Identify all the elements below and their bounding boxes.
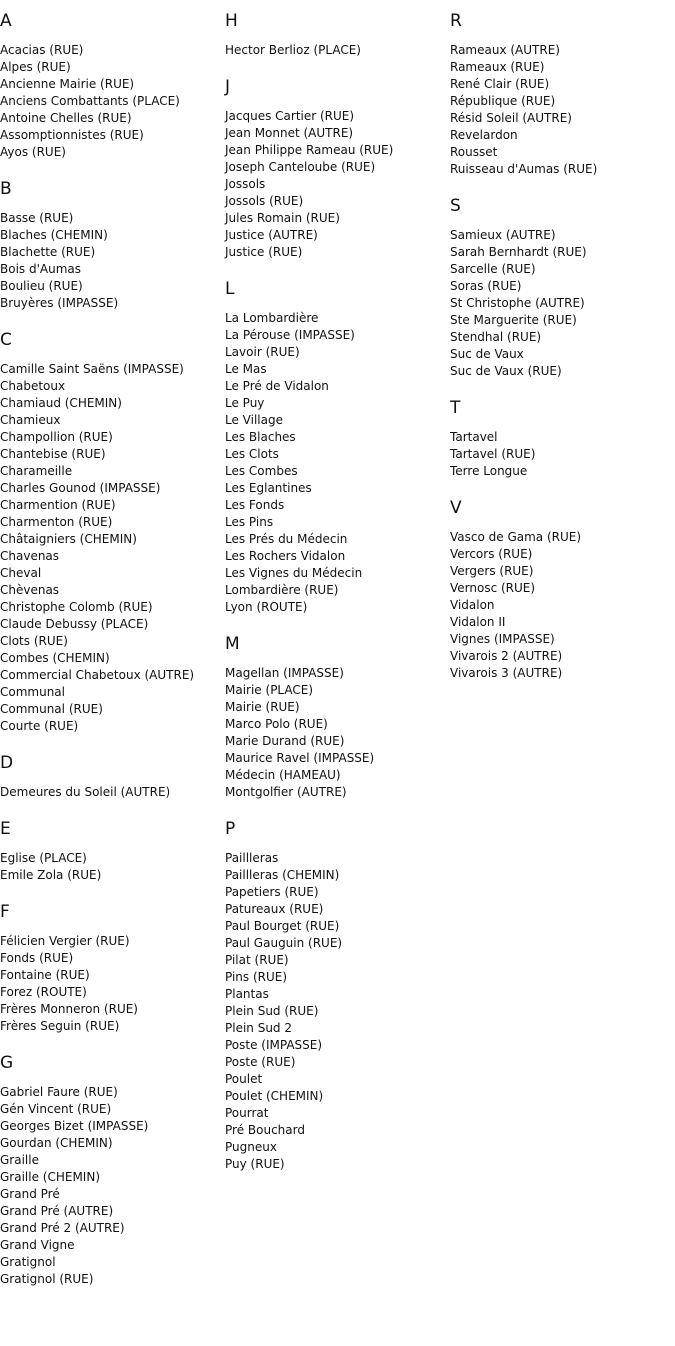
street-item: Jules Romain (RUE) bbox=[225, 211, 340, 225]
letter-heading: S bbox=[450, 196, 461, 216]
street-item: La Lombardière bbox=[225, 311, 319, 325]
street-item: Justice (AUTRE) bbox=[225, 228, 318, 242]
street-list bbox=[0, 933, 225, 1035]
letter-section bbox=[225, 278, 450, 616]
street-list bbox=[225, 850, 450, 1173]
street-item: Lombardière (RUE) bbox=[225, 583, 339, 597]
street-item: Emile Zola (RUE) bbox=[0, 868, 102, 882]
street-item: Chavenas bbox=[0, 549, 60, 563]
street-item: Ayos (RUE) bbox=[0, 145, 66, 159]
letter-section bbox=[450, 10, 675, 178]
street-item: Vignes (IMPASSE) bbox=[450, 632, 555, 646]
letter-section bbox=[0, 752, 225, 801]
street-item: Blachette (RUE) bbox=[0, 245, 96, 259]
street-item: Charles Gounod (IMPASSE) bbox=[0, 481, 161, 495]
street-list bbox=[225, 665, 450, 801]
street-item: Courte (RUE) bbox=[0, 719, 79, 733]
street-item: Gabriel Faure (RUE) bbox=[0, 1085, 118, 1099]
street-item: Clots (RUE) bbox=[0, 634, 68, 648]
street-item: Le Puy bbox=[225, 396, 265, 410]
street-item: Grand Pré 2 (AUTRE) bbox=[0, 1221, 125, 1235]
street-item: Suc de Vaux (RUE) bbox=[450, 364, 562, 378]
street-item: Vivarois 2 (AUTRE) bbox=[450, 649, 563, 663]
street-item: Résid Soleil (AUTRE) bbox=[450, 111, 572, 125]
street-item: Rameaux (AUTRE) bbox=[450, 43, 560, 57]
street-item: Hector Berlioz (PLACE) bbox=[225, 43, 361, 57]
street-list bbox=[450, 529, 675, 682]
street-item: Pourrat bbox=[225, 1106, 269, 1120]
street-item: Jacques Cartier (RUE) bbox=[225, 109, 355, 123]
index-column-2 bbox=[225, 10, 450, 1190]
index-column-1 bbox=[0, 10, 225, 1305]
letter-heading: F bbox=[0, 902, 10, 922]
street-item: Assomptionnistes (RUE) bbox=[0, 128, 144, 142]
street-item: Les Fonds bbox=[225, 498, 285, 512]
letter-heading: H bbox=[225, 11, 238, 31]
street-item: Plantas bbox=[225, 987, 269, 1001]
street-item: Forez (ROUTE) bbox=[0, 985, 87, 999]
street-item: Communal (RUE) bbox=[0, 702, 103, 716]
street-item: Tartavel (RUE) bbox=[450, 447, 536, 461]
street-item: Paillleras (CHEMIN) bbox=[225, 868, 340, 882]
street-item: Grand Vigne bbox=[0, 1238, 75, 1252]
letter-section bbox=[225, 633, 450, 801]
street-item: Grand Pré bbox=[0, 1187, 60, 1201]
street-item: Communal bbox=[0, 685, 65, 699]
street-item: Boulieu (RUE) bbox=[0, 279, 83, 293]
street-item: Revelardon bbox=[450, 128, 518, 142]
letter-section bbox=[0, 178, 225, 312]
street-item: Chantebise (RUE) bbox=[0, 447, 106, 461]
street-item: Vidalon II bbox=[450, 615, 506, 629]
street-item: Le Village bbox=[225, 413, 283, 427]
street-item: Charmenton (RUE) bbox=[0, 515, 113, 529]
street-item: Basse (RUE) bbox=[0, 211, 74, 225]
letter-section bbox=[225, 76, 450, 261]
street-item: Les Vignes du Médecin bbox=[225, 566, 363, 580]
street-list bbox=[0, 42, 225, 161]
street-item: Les Pins bbox=[225, 515, 274, 529]
letter-section bbox=[0, 901, 225, 1035]
street-item: Rameaux (RUE) bbox=[450, 60, 545, 74]
street-item: Anciens Combattants (PLACE) bbox=[0, 94, 180, 108]
street-item: Patureaux (RUE) bbox=[225, 902, 324, 916]
street-item: Paillleras bbox=[225, 851, 279, 865]
street-item: Tartavel bbox=[450, 430, 498, 444]
letter-heading: P bbox=[225, 819, 236, 839]
street-item: Vidalon bbox=[450, 598, 495, 612]
street-item: Commercial Chabetoux (AUTRE) bbox=[0, 668, 195, 682]
street-item: Jean Monnet (AUTRE) bbox=[225, 126, 354, 140]
letter-section bbox=[0, 329, 225, 735]
street-item: Félicien Vergier (RUE) bbox=[0, 934, 130, 948]
street-item: Marie Durand (RUE) bbox=[225, 734, 345, 748]
letter-section bbox=[0, 1052, 225, 1288]
street-item: Vernosc (RUE) bbox=[450, 581, 536, 595]
street-item: Marco Polo (RUE) bbox=[225, 717, 328, 731]
letter-heading: R bbox=[450, 11, 462, 31]
street-item: Poulet bbox=[225, 1072, 263, 1086]
street-item: Le Pré de Vidalon bbox=[225, 379, 329, 393]
street-item: Poste (IMPASSE) bbox=[225, 1038, 323, 1052]
letter-section bbox=[450, 397, 675, 480]
street-item: Jean Philippe Rameau (RUE) bbox=[225, 143, 394, 157]
letter-heading: J bbox=[225, 77, 231, 97]
street-item: Vergers (RUE) bbox=[450, 564, 534, 578]
street-item: Frères Seguin (RUE) bbox=[0, 1019, 120, 1033]
letter-heading: B bbox=[0, 179, 12, 199]
street-item: Plein Sud (RUE) bbox=[225, 1004, 319, 1018]
street-item: Georges Bizet (IMPASSE) bbox=[0, 1119, 149, 1133]
street-item: Samieux (AUTRE) bbox=[450, 228, 556, 242]
street-item: Claude Debussy (PLACE) bbox=[0, 617, 149, 631]
street-item: Justice (RUE) bbox=[225, 245, 303, 259]
street-item: Papetiers (RUE) bbox=[225, 885, 319, 899]
street-item: Plein Sud 2 bbox=[225, 1021, 292, 1035]
street-item: Christophe Colomb (RUE) bbox=[0, 600, 153, 614]
street-item: Pugneux bbox=[225, 1140, 277, 1154]
street-item: Chabetoux bbox=[0, 379, 66, 393]
street-item: Chèvenas bbox=[0, 583, 60, 597]
letter-heading: M bbox=[225, 634, 240, 654]
street-item: René Clair (RUE) bbox=[450, 77, 550, 91]
street-list bbox=[225, 108, 450, 261]
street-item: La Pérouse (IMPASSE) bbox=[225, 328, 355, 342]
letter-section bbox=[225, 818, 450, 1173]
letter-section bbox=[0, 818, 225, 884]
street-item: Châtaigniers (CHEMIN) bbox=[0, 532, 137, 546]
letter-section bbox=[450, 195, 675, 380]
street-item: Vercors (RUE) bbox=[450, 547, 533, 561]
street-item: Bois d'Aumas bbox=[0, 262, 81, 276]
letter-heading: E bbox=[0, 819, 11, 839]
street-item: Bruyères (IMPASSE) bbox=[0, 296, 119, 310]
street-item: Vasco de Gama (RUE) bbox=[450, 530, 582, 544]
street-item: Médecin (HAMEAU) bbox=[225, 768, 341, 782]
street-item: Pins (RUE) bbox=[225, 970, 288, 984]
street-item: Ste Marguerite (RUE) bbox=[450, 313, 577, 327]
street-item: Cheval bbox=[0, 566, 42, 580]
street-list bbox=[450, 429, 675, 480]
street-item: Gratignol (RUE) bbox=[0, 1272, 94, 1286]
street-item: Fontaine (RUE) bbox=[0, 968, 90, 982]
letter-heading: L bbox=[225, 279, 235, 299]
letter-heading: V bbox=[450, 498, 462, 518]
street-item: Suc de Vaux bbox=[450, 347, 524, 361]
street-item: Le Mas bbox=[225, 362, 267, 376]
street-item: Paul Bourget (RUE) bbox=[225, 919, 340, 933]
street-item: Combes (CHEMIN) bbox=[0, 651, 110, 665]
street-item: Chamiaud (CHEMIN) bbox=[0, 396, 122, 410]
letter-section bbox=[450, 497, 675, 682]
street-item: Jossols (RUE) bbox=[225, 194, 304, 208]
street-item: St Christophe (AUTRE) bbox=[450, 296, 585, 310]
street-item: Blaches (CHEMIN) bbox=[0, 228, 108, 242]
street-item: Grand Pré (AUTRE) bbox=[0, 1204, 114, 1218]
street-item: Terre Longue bbox=[450, 464, 528, 478]
street-item: Les Blaches bbox=[225, 430, 296, 444]
street-item: Les Rochers Vidalon bbox=[225, 549, 346, 563]
street-item: Demeures du Soleil (AUTRE) bbox=[0, 785, 171, 799]
street-list bbox=[0, 784, 225, 801]
street-list bbox=[0, 361, 225, 735]
street-item: Champollion (RUE) bbox=[0, 430, 113, 444]
street-item: Montgolfier (AUTRE) bbox=[225, 785, 347, 799]
street-item: Alpes (RUE) bbox=[0, 60, 71, 74]
street-list bbox=[450, 227, 675, 380]
street-list bbox=[0, 210, 225, 312]
street-item: Fonds (RUE) bbox=[0, 951, 74, 965]
street-item: Gratignol bbox=[0, 1255, 56, 1269]
street-item: Ruisseau d'Aumas (RUE) bbox=[450, 162, 598, 176]
street-item: Graille bbox=[0, 1153, 39, 1167]
street-list bbox=[0, 1084, 225, 1288]
street-item: Charameille bbox=[0, 464, 73, 478]
street-item: Camille Saint Saëns (IMPASSE) bbox=[0, 362, 184, 376]
street-item: Les Eglantines bbox=[225, 481, 312, 495]
street-item: Stendhal (RUE) bbox=[450, 330, 542, 344]
street-item: Les Clots bbox=[225, 447, 279, 461]
street-item: Lavoir (RUE) bbox=[225, 345, 300, 359]
street-item: Paul Gauguin (RUE) bbox=[225, 936, 343, 950]
street-item: Lyon (ROUTE) bbox=[225, 600, 308, 614]
street-list bbox=[0, 850, 225, 884]
street-list bbox=[225, 310, 450, 616]
street-item: Rousset bbox=[450, 145, 498, 159]
street-item: Soras (RUE) bbox=[450, 279, 522, 293]
street-item: Antoine Chelles (RUE) bbox=[0, 111, 132, 125]
street-item: Jossols bbox=[225, 177, 266, 191]
street-list bbox=[225, 42, 450, 59]
street-list bbox=[450, 42, 675, 178]
street-item: Poulet (CHEMIN) bbox=[225, 1089, 324, 1103]
letter-heading: A bbox=[0, 11, 12, 31]
letter-heading: T bbox=[450, 398, 461, 418]
letter-section bbox=[225, 10, 450, 59]
street-item: Les Combes bbox=[225, 464, 298, 478]
street-item: Ancienne Mairie (RUE) bbox=[0, 77, 135, 91]
street-item: Charmention (RUE) bbox=[0, 498, 116, 512]
street-item: Maurice Ravel (IMPASSE) bbox=[225, 751, 375, 765]
street-item: Gourdan (CHEMIN) bbox=[0, 1136, 113, 1150]
street-item: Pilat (RUE) bbox=[225, 953, 289, 967]
street-item: Chamieux bbox=[0, 413, 61, 427]
street-item: Pré Bouchard bbox=[225, 1123, 305, 1137]
street-item: Graille (CHEMIN) bbox=[0, 1170, 101, 1184]
letter-section bbox=[0, 10, 225, 161]
street-item: Frères Monneron (RUE) bbox=[0, 1002, 138, 1016]
letter-heading: C bbox=[0, 330, 12, 350]
street-item: Eglise (PLACE) bbox=[0, 851, 87, 865]
street-item: Les Prés du Médecin bbox=[225, 532, 348, 546]
index-column-3 bbox=[450, 10, 675, 699]
street-item: Vivarois 3 (AUTRE) bbox=[450, 666, 563, 680]
street-item: Acacias (RUE) bbox=[0, 43, 84, 57]
street-item: République (RUE) bbox=[450, 94, 556, 108]
street-item: Gén Vincent (RUE) bbox=[0, 1102, 112, 1116]
street-item: Sarcelle (RUE) bbox=[450, 262, 536, 276]
street-item: Magellan (IMPASSE) bbox=[225, 666, 344, 680]
letter-heading: G bbox=[0, 1053, 14, 1073]
street-item: Mairie (PLACE) bbox=[225, 683, 314, 697]
street-item: Puy (RUE) bbox=[225, 1157, 285, 1171]
letter-heading: D bbox=[0, 753, 14, 773]
street-item: Poste (RUE) bbox=[225, 1055, 296, 1069]
street-item: Sarah Bernhardt (RUE) bbox=[450, 245, 587, 259]
street-item: Mairie (RUE) bbox=[225, 700, 300, 714]
street-item: Joseph Canteloube (RUE) bbox=[225, 160, 376, 174]
